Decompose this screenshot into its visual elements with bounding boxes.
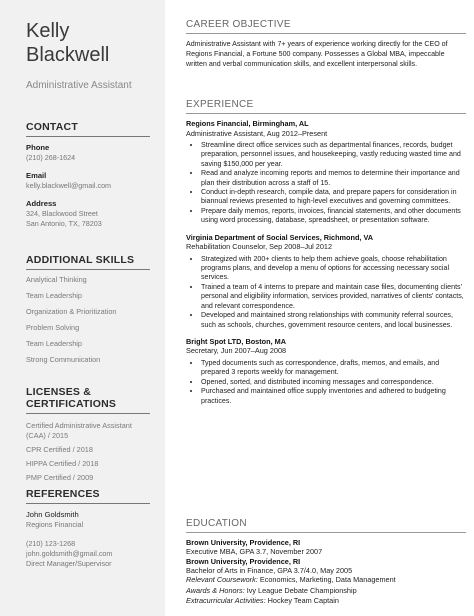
last-name: Blackwell <box>26 44 110 66</box>
coursework-text: Economics, Marketing, Data Management <box>259 575 396 585</box>
objective-section <box>186 19 466 69</box>
license-item: CPR Certified / 2018 <box>26 445 93 454</box>
job-entry <box>186 337 466 406</box>
job-title: Administrative Assistant <box>26 80 132 91</box>
job-role: Administrative Assistant, Aug 2012–Present <box>186 128 328 138</box>
skill-item: Team Leadership <box>26 291 82 300</box>
activities-text: Hockey Team Captain <box>267 596 339 606</box>
reference-company: Regions Financial <box>26 520 84 529</box>
job-entry <box>186 233 466 330</box>
activities-label: Extracurricular Activities: <box>186 596 266 606</box>
license-item: PMP Certified / 2009 <box>26 473 94 482</box>
education-section <box>186 518 466 607</box>
email-value: kelly.blackwell@gmail.com <box>26 181 112 190</box>
activities-line <box>186 596 466 607</box>
reference-name: John Goldsmith <box>26 510 79 519</box>
education-heading: EDUCATION <box>186 518 466 533</box>
candidate-name <box>26 19 109 67</box>
job-bullets <box>186 141 466 226</box>
job-bullets <box>186 359 466 406</box>
job-bullet: • Conduct in-depth research, compile data, and prepare papers for consideration in biannual reviews presented to high-level executives and governing committees. <box>201 188 466 207</box>
skills-section <box>26 254 150 368</box>
reference-email: john.goldsmith@gmail.com <box>26 549 113 558</box>
references-heading: REFERENCES <box>26 488 150 504</box>
experience-section <box>186 99 466 406</box>
skills-heading: ADDITIONAL SKILLS <box>26 254 150 270</box>
job-bullets <box>186 255 466 330</box>
skill-item: Strong Communication <box>26 355 101 364</box>
job-role: Rehabilitation Counselor, Sep 2008–Jul 2012 <box>186 242 333 252</box>
main-content <box>165 0 474 616</box>
licenses-section <box>26 386 150 487</box>
job-bullet: • Prepare daily memos, reports, invoices, financial statements, and other documents using word processing, database, spreadsheet, or presentation software. <box>201 207 466 226</box>
job-company: Regions Financial, Birmingham, AL <box>186 119 309 128</box>
experience-heading: EXPERIENCE <box>186 99 466 114</box>
license-item: Certified Administrative Assistant (CAA) / 2015 <box>26 421 132 440</box>
contact-section <box>26 121 150 229</box>
phone-value: (210) 268-1624 <box>26 153 76 162</box>
sidebar <box>0 0 165 616</box>
job-bullet: • Strategized with 200+ clients to help them achieve goals, choose rehabilitation programs plans, and develop a menu of options for accessing necessary social services. <box>201 255 466 283</box>
phone-label: Phone <box>26 143 50 152</box>
licenses-heading: LICENSES & CERTIFICATIONS <box>26 386 150 414</box>
job-bullet: • Developed and maintained strong relationships with community referral sources, such as schools, churches, government resource centers, and local businesses. <box>201 311 466 330</box>
skill-item: Problem Solving <box>26 323 80 332</box>
job-role: Secretary, Jun 2007–Aug 2008 <box>186 346 287 356</box>
awards-label: Awards & Honors: <box>186 585 245 595</box>
reference-phone: (210) 123-1268 <box>26 539 76 548</box>
degree: Bachelor of Arts in Finance, GPA 3.7/4.0, May 2005 <box>186 565 353 575</box>
skill-item: Analytical Thinking <box>26 275 87 284</box>
objective-text: Administrative Assistant with 7+ years of experience working directly for the CEO of Regions Financial, a Fortune 500 company. Possesses a Global MBA, impeccable written and verbal communication skills, and excellent interpersonal skills. <box>186 40 448 68</box>
email-label: Email <box>26 171 47 180</box>
awards-text: Ivy League Debate Championship <box>246 585 357 595</box>
degree: Executive MBA, GPA 3.7, November 2007 <box>186 547 323 557</box>
skill-item: Team Leadership <box>26 339 82 348</box>
address-line-2: San Antonio, TX, 78203 <box>26 219 102 228</box>
reference-role: Direct Manager/Supervisor <box>26 559 112 568</box>
job-entry <box>186 119 466 226</box>
job-bullet: • Streamline direct office services such as departmental finances, records, budget preparation, personnel issues, and housekeeping, vastly reducing wasted time and saving $150,000 per year. <box>201 141 466 169</box>
awards-line <box>186 586 466 597</box>
job-bullet: • Typed documents such as correspondence, drafts, memos, and emails, and prepared 3 reports weekly for management. <box>201 359 466 378</box>
license-item: HIPPA Certified / 2018 <box>26 459 99 468</box>
school-name: Brown University, Providence, RI <box>186 538 301 547</box>
address-line-1: 324, Blackwood Street <box>26 209 98 218</box>
school-name: Brown University, Providence, RI <box>186 556 301 566</box>
coursework-label: Relevant Coursework: <box>186 575 258 585</box>
coursework-line <box>186 575 466 586</box>
references-section <box>26 488 150 569</box>
job-bullet: • Trained a team of 4 interns to prepare and maintain case files, documenting clients' personal and eligibility information, services provided, narratives of clients' contacts, and relevant correspondence. <box>201 283 466 311</box>
job-bullet: • Read and analyze incoming reports and memos to determine their importance and plan their distribution across a staff of 15. <box>201 169 466 188</box>
first-name: Kelly <box>26 20 70 42</box>
skill-item: Organization & Prioritization <box>26 307 117 316</box>
contact-heading: CONTACT <box>26 121 150 137</box>
address-label: Address <box>26 199 57 208</box>
job-company: Virginia Department of Social Services, Richmond, VA <box>186 232 374 242</box>
job-bullet: • Opened, sorted, and distributed incoming messages and correspondence. <box>201 378 466 387</box>
objective-heading: CAREER OBJECTIVE <box>186 19 466 34</box>
job-bullet: • Purchased and maintained office supply inventories and adhered to budgeting practices. <box>201 387 466 406</box>
job-company: Bright Spot LTD, Boston, MA <box>186 336 286 346</box>
